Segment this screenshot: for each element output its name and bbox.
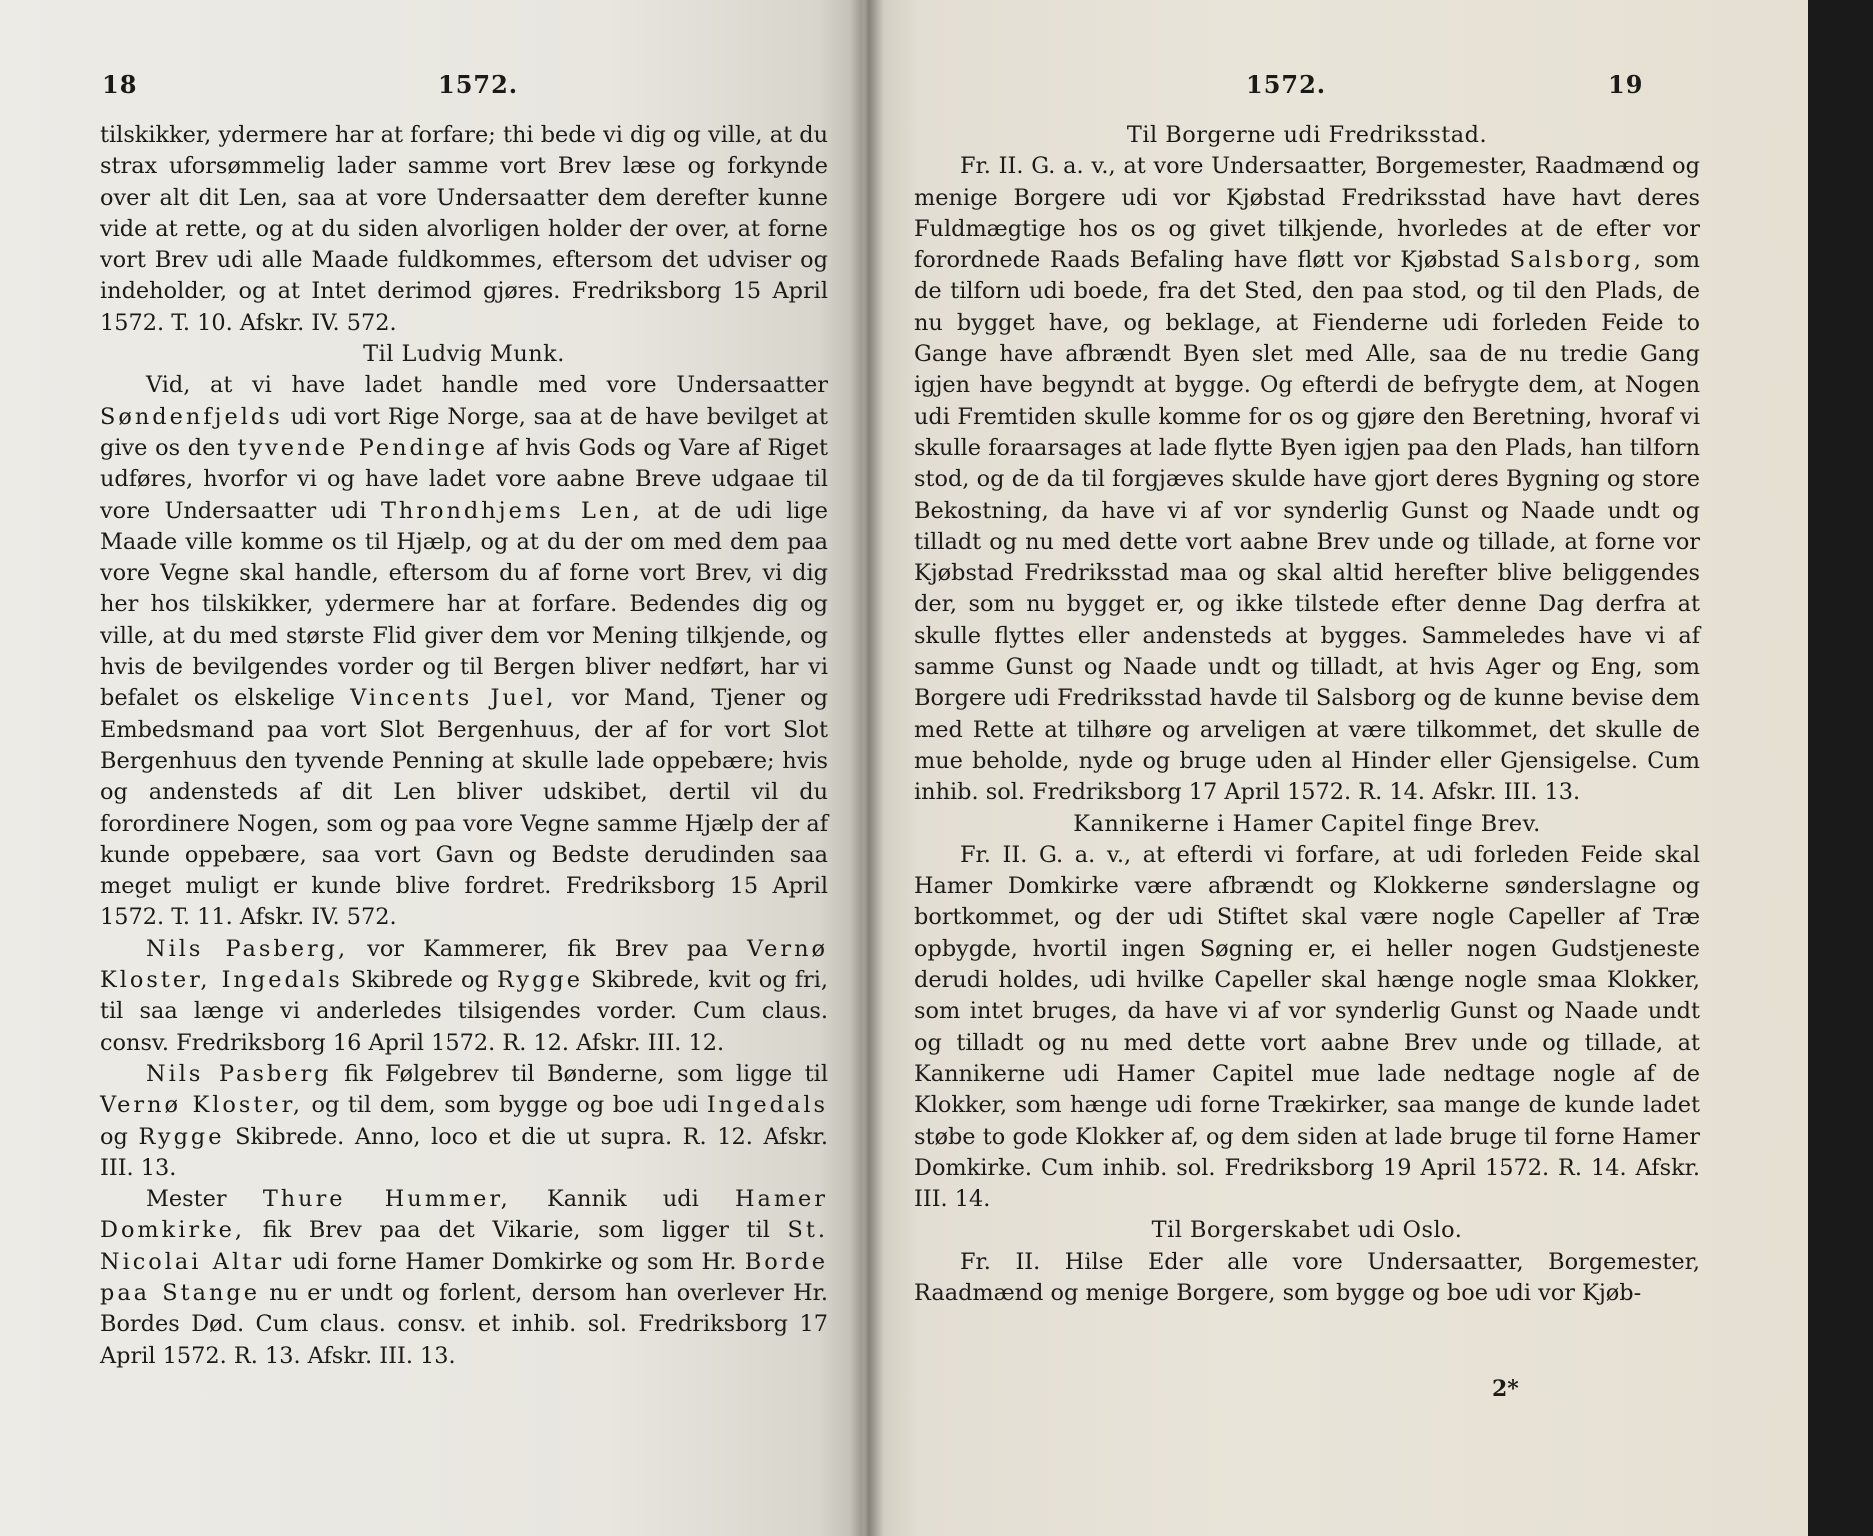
paragraph: Nils Pasberg, vor Kammerer, fik Brev paa Vernø Kloster, Ingedals Skibrede og Rygge Skibrede, kvit og fri, til saa længe vi anderledes tilsigendes vorder. Cum claus. consv. Fredriksborg 16 April 1572. R. 12. Afskr. III. 12.	[100, 935, 829, 1056]
paragraph: Nils Pasberg fik Følgebrev til Bønderne, som ligge til Vernø Kloster, og til dem, som bygge og boe udi Ingedals og Rygge Skibrede. Anno, loco et die ut supra. R. 12. Afskr. III. 13.	[100, 1060, 829, 1181]
paragraph: Mester Thure Hummer, Kannik udi Hamer Domkirke, fik Brev paa det Vikarie, som ligger til St. Nicolai Altar udi forne Hamer Domkirke og som Hr. Borde paa Stange nu er undt og forlent, dersom han overlever Hr. Bordes Død. Cum claus. consv. et inhib. sol. Fredriksborg 17 April 1572. R. 13. Afskr. III. 13.	[100, 1186, 829, 1369]
right-page-body	[914, 120, 1700, 1309]
running-head: 1572.	[438, 70, 519, 99]
page-number: 19	[1608, 70, 1644, 99]
right-page-header	[862, 70, 1808, 110]
paragraph: Fr. II. G. a. v., at efterdi vi forfare, at udi forleden Feide skal Hamer Domkirke være afbrændt og Klokkerne sønderslagne og bortkommet, og der udi Stiftet skal være nogle Capeller af Træ opbygde, hvortil ingen Søgning er, ei heller nogen Gudstjeneste derudi holdes, udi hvilke Capeller skal hænge nogle smaa Klokker, som intet bruges, da have vi af vor synderlig Gunst og Naade undt og tilladt og nu med dette vort aabne Brev unde og tillade, at Kannikerne udi Hamer Capitel mue lade nedtage nogle af de Klokker, som hænge udi forne Trækirker, saa mange de kunde ladet støbe to gode Klokker af, og dem siden at lade bruge til forne Hamer Domkirke. Cum inhib. sol. Fredriksborg 19 April 1572. R. 14. Afskr. III. 14.	[914, 841, 1700, 1213]
page-number: 18	[102, 70, 138, 99]
paragraph: Fr. II. Hilse Eder alle vore Undersaatter, Borgemester, Raadmænd og menige Borgere, som bygge og boe udi vor Kjøb-	[914, 1248, 1700, 1306]
paragraph: tilskikker, ydermere har at forfare; thi bede vi dig og ville, at du strax uforsømmelig lader samme vort Brev læse og forkynde over alt dit Len, saa at vore Undersaatter dem derefter kunne vide at rette, og at du siden alvorligen holder der over, at forne vort Brev udi alle Maade fuldkommes, eftersom det udviser og indeholder, og at Intet derimod gjøres. Fredriksborg 15 April 1572. T. 10. Afskr. IV. 572.	[100, 122, 828, 336]
left-page-body	[100, 120, 828, 1372]
left-page-header	[0, 70, 862, 110]
paragraph: Fr. II. G. a. v., at vore Undersaatter, Borgemester, Raadmænd og menige Borgere udi vor Kjøbstad Fredriksstad have havt deres Fuldmægtige hos os og givet tilkjende, hvorledes at de efter vor forordnede Raads Befaling have fløtt vor Kjøbstad Salsborg, som de tilforn udi boede, fra det Sted, den paa stod, og til den Plads, de nu bygget have, og beklage, at Fienderne udi forleden Feide to Gange have afbrændt Byen slet med Alle, saa de nu tredie Gang igjen have begyndt at bygge. Og efterdi de befrygte dem, at Nogen udi Fremtiden skulle komme for os og gjøre den Beretning, hvoraf vi skulle foraarsages at lade flytte Byen igjen paa den Plads, han tilforn stod, og de da til forgjæves skulde have gjort deres Bygning og store Bekostning, da have vi af vor synderlig Gunst og Naade undt og tilladt og nu med dette vort aabne Brev unde og tillade, at forne vor Kjøbstad Fredriksstad maa og skal altid herefter blive beliggendes der, som nu bygget er, og ikke tilstede efter denne Dag derfra at skulle flyttes eller andensteds at bygges. Sammeledes have vi af samme Gunst og Naade undt og tilladt, at hvis Ager og Eng, som Borgere udi Fredriksstad havde til Salsborg og de kunne bevise dem med Rette at tilhøre og arveligen at være tilkommet, det skulle de mue beholde, nyde og bruge uden al Hinder eller Gjensigelse. Cum inhib. sol. Fredriksborg 17 April 1572. R. 14. Afskr. III. 13.	[914, 153, 1700, 806]
letter-heading: Til Ludvig Munk.	[363, 341, 565, 368]
signature-mark: 2*	[1492, 1376, 1519, 1402]
letter-heading: Kannikerne i Hamer Capitel finge Brev.	[1073, 810, 1541, 837]
left-page	[0, 0, 862, 1536]
letter-heading: Til Borgerskabet udi Oslo.	[1151, 1217, 1463, 1244]
right-page	[862, 0, 1808, 1536]
letter-heading: Til Borgerne udi Fredriksstad.	[1126, 122, 1488, 148]
running-head: 1572.	[1246, 70, 1327, 99]
paragraph: Vid, at vi have ladet handle med vore Undersaatter Søndenfjelds udi vort Rige Norge, saa at de have bevilget at give os den tyvende Pendinge af hvis Gods og Vare af Riget udføres, hvorfor vi og have ladet vore aabne Breve udgaae til vore Undersaatter udi Throndhjems Len, at de udi lige Maade ville komme os til Hjælp, og at du der om med dem paa vore Vegne skal handle, eftersom du af forne vort Brev, vi dig her hos tilskikker, ydermere har at forfare. Bedendes dig og ville, at du med største Flid giver dem vor Mening tilkjende, og hvis de bevilgendes vorder og til Bergen bliver nedført, har vi befalet os elskelige Vincents Juel, vor Mand, Tjener og Embedsmand paa vort Slot Bergenhuus, der af for vort Slot Bergenhuus den tyvende Penning at skulle lade oppebære; hvis og andensteds af dit Len bliver udskibet, dertil vil du forordinere Nogen, som og paa vore Vegne samme Hjælp der af kunde oppebære, saa vort Gavn og Bedste derudinden saa meget muligt er kunde blive fordret. Fredriksborg 15 April 1572. T. 11. Afskr. IV. 572.	[100, 372, 829, 931]
